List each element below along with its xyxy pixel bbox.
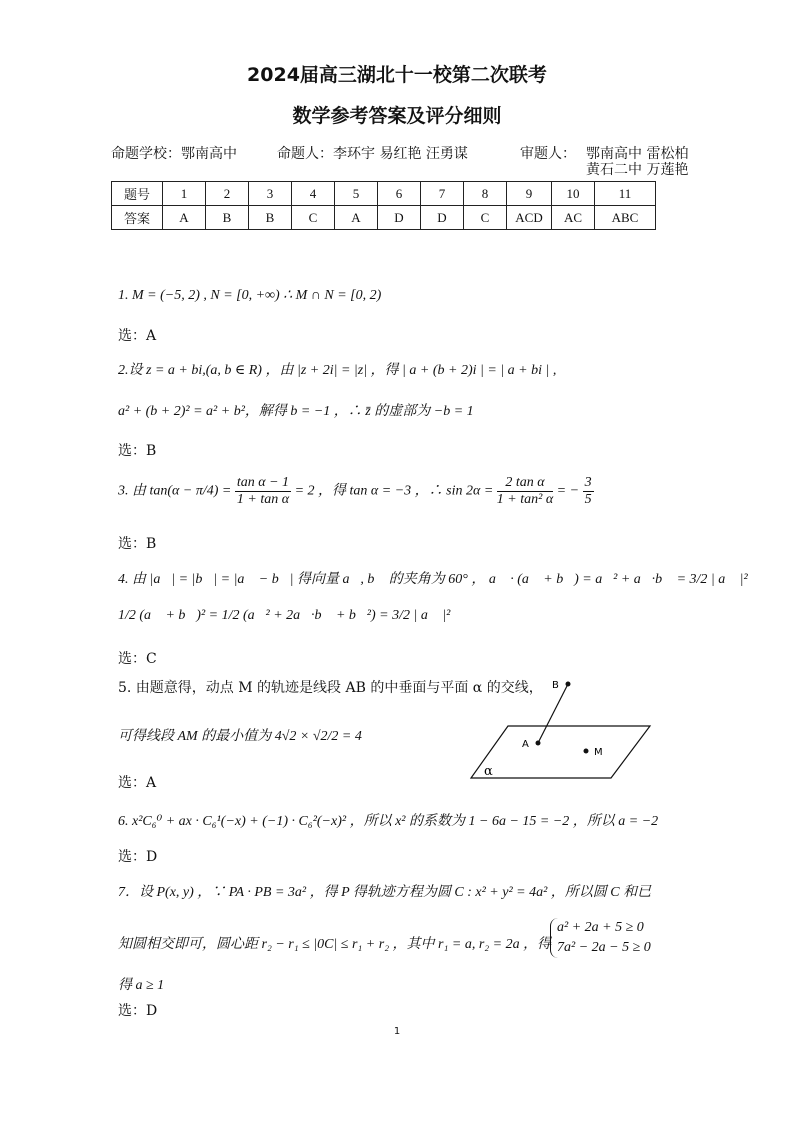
authors-label: 命题人：李环宇 易红艳 汪勇谋 [277, 146, 468, 162]
table-cell: 3 [249, 182, 292, 206]
fraction-denominator: 5 [584, 492, 592, 507]
solution-3-part-a: 3. 由 tan(α − π/4) [118, 483, 219, 499]
page-number: 1 [393, 1026, 401, 1037]
table-cell: 1 [163, 182, 206, 206]
solution-3-part-c: = − [556, 483, 580, 499]
school-label: 命题学校：鄂南高中 [111, 146, 237, 162]
document-subtitle: 数学参考答案及评分细则 [292, 105, 502, 127]
solution-2-line-1: 2.设 z = a + bi,(a, b ∈ R) ，由 |z + 2i| = |z| ，得 | a + (b + 2)i | = | a + bi | , [118, 363, 557, 378]
solution-6-answer: 选：D [118, 849, 158, 865]
table-cell: C [292, 206, 335, 230]
table-row-answers [112, 206, 656, 230]
table-cell: B [206, 206, 249, 230]
point-b [566, 682, 571, 687]
solution-2-line-2 [118, 400, 474, 420]
solution-5-line-1: 5. 由题意得，动点 M 的轨迹是线段 AB 的中垂面与平面 α 的交线， [118, 680, 543, 696]
solution-3-part-b: = 2 ，得 tan α = −3 ，∴ sin 2α = [294, 483, 494, 499]
label-a: A [522, 739, 529, 750]
fraction-denominator: 1 + tan α [236, 492, 290, 507]
plane-figure [466, 674, 656, 786]
table-row-numbers [112, 182, 656, 206]
point-m [584, 749, 589, 754]
table-cell: D [378, 206, 421, 230]
solution-4-line-1: 4. 由 |a⃗| = |b⃗| = |a⃗ − b⃗| 得向量 a⃗, b⃗ 的夹角为 60° ， a⃗ · (a⃗ + b⃗) = a⃗² + a⃗·b⃗ = 3/2 | a⃗ |² [118, 572, 748, 587]
table-cell: 8 [464, 182, 507, 206]
label-m: M [594, 747, 603, 758]
table-cell: AC [552, 206, 595, 230]
table-cell: 7 [421, 182, 464, 206]
inequality-2: 7a² − 2a − 5 ≥ 0 [557, 940, 651, 955]
table-cell: 11 [595, 182, 656, 206]
solution-1-answer: 选：A [118, 328, 157, 344]
point-a [536, 741, 541, 746]
inequality-system [550, 918, 651, 958]
table-cell: 6 [378, 182, 421, 206]
table-cell: B [249, 206, 292, 230]
solution-4-line-2: 1/2 (a⃗ + b⃗)² = 1/2 (a⃗² + 2a⃗·b⃗ + b⃗²) = 3/2 | a⃗ |² [118, 608, 451, 623]
table-cell: C [464, 206, 507, 230]
table-cell: 4 [292, 182, 335, 206]
solution-7-line-1: 7．设 P(x, y) ，∵ PA · PB = 3a² ，得 P 得轨迹方程为圆 C : x² + y² = 4a² ，所以圆 C 和已 [118, 885, 652, 900]
table-cell: 2 [206, 182, 249, 206]
segment-ab [538, 684, 568, 743]
row-label-numbers: 题号 [112, 182, 163, 206]
table-cell: ABC [595, 206, 656, 230]
fraction-sin [497, 475, 553, 508]
solution-7-result: 得 a ≥ 1 [118, 978, 165, 993]
document-title: 2024届高三湖北十一校第二次联考 [247, 64, 547, 86]
fraction-denominator: 1 + tan² α [496, 492, 554, 507]
row-label-answers: 答案 [112, 206, 163, 230]
table-cell: 5 [335, 182, 378, 206]
solution-6-line: 6. x²C₆⁰ + ax · C₆¹(−x) + (−1) · C₆²(−x)² ，所以 x² 的系数为 1 − 6a − 15 = −2 ，所以 a = −2 [118, 814, 659, 829]
plane-alpha-shape [471, 726, 650, 778]
table-cell: 9 [507, 182, 552, 206]
solution-2-equation: a² + (b + 2)² = a² + b² [118, 404, 245, 419]
solution-7-system [550, 918, 651, 958]
solution-1-text: 1. M = (−5, 2) , N = [0, +∞) ∴ M ∩ N = [0, 2) [118, 288, 382, 303]
answer-table [111, 181, 656, 230]
table-cell: D [421, 206, 464, 230]
fraction-numerator: 3 [584, 475, 592, 490]
solution-4-answer: 选：C [118, 651, 157, 667]
reviewer-line-1: 鄂南高中 雷松柏 [586, 146, 689, 162]
solution-5-line-2: 可得线段 AM 的最小值为 4√2 × √2/2 = 4 [118, 729, 362, 744]
table-cell: 10 [552, 182, 595, 206]
table-cell: ACD [507, 206, 552, 230]
fraction-result [583, 475, 594, 508]
table-cell: A [163, 206, 206, 230]
label-b: B [552, 680, 559, 691]
solution-3-answer: 选：B [118, 536, 157, 552]
solution-7-answer: 选：D [118, 1003, 158, 1019]
solution-5-answer: 选：A [118, 775, 157, 791]
solution-7-line-2: 知圆相交即可，圆心距 r₂ − r₁ ≤ |0C| ≤ r₁ + r₂ ，其中 r₁ = a, r₂ = 2a ，得 [118, 937, 552, 952]
fraction-numerator: 2 tan α [497, 475, 553, 492]
label-alpha: α [484, 764, 493, 779]
reviewer-line-2: 黄石二中 万莲艳 [586, 162, 689, 178]
table-cell: A [335, 206, 378, 230]
solution-3-line: 3. 由 tan(α − π/4) = $\frac{\text{tan α − 1}}{\text{1 + tan α}}$ = 2 ，得 tan α = −3 ，∴ sin 2α = $\frac{\text{2 tan α}}{\text{1 + tan² α}}$ = − $\frac{3}{5}$ [118, 475, 592, 507]
fraction-numerator: tan α − 1 [236, 475, 290, 490]
reviewer-label: 审题人： [520, 146, 576, 162]
inequality-1: a² + 2a + 5 ≥ 0 [557, 920, 644, 935]
solution-2-answer: 选：B [118, 443, 157, 459]
fraction-tan [235, 475, 291, 508]
solution-2-result: ，解得 b = −1 ，∴ z̄ 的虚部为 −b = 1 [244, 404, 474, 419]
